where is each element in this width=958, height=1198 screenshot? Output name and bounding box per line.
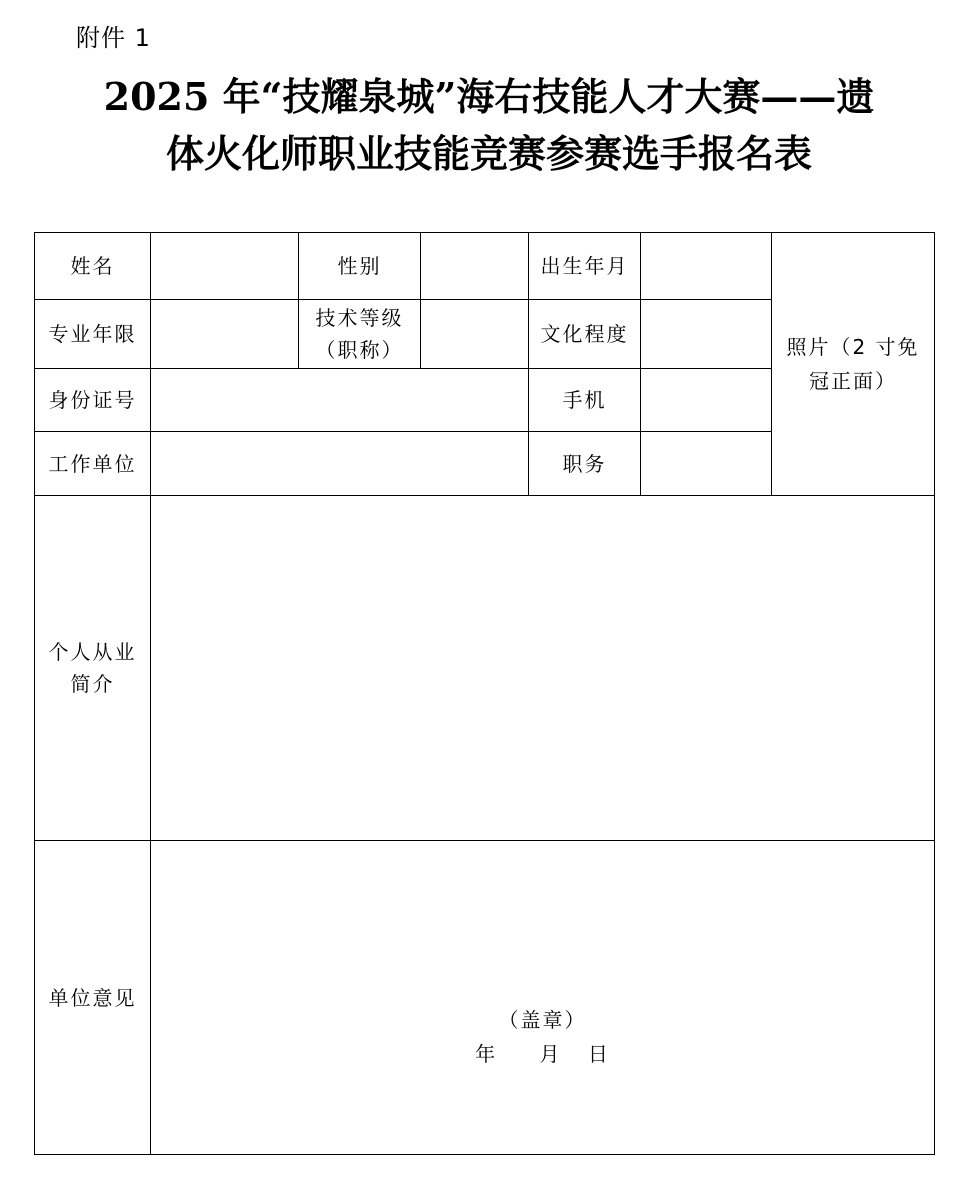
birth-label: 出生年月	[529, 233, 641, 300]
education-field[interactable]	[641, 300, 772, 369]
page-title-line-2: 体火化师职业技能竞赛参赛选手报名表	[165, 131, 812, 176]
gender-field[interactable]	[421, 233, 529, 300]
date-year: 年	[475, 1042, 498, 1066]
date-month: 月	[539, 1042, 562, 1066]
profile-label: 个人从业简介	[35, 496, 151, 841]
name-field[interactable]	[151, 233, 299, 300]
birth-field[interactable]	[641, 233, 772, 300]
skill-level-label-line-1: 技术等级	[315, 306, 404, 330]
photo-cell[interactable]	[772, 233, 935, 496]
date-line	[151, 1037, 934, 1071]
skill-level-field[interactable]	[421, 300, 529, 369]
date-day: 日	[587, 1042, 610, 1066]
education-label: 文化程度	[529, 300, 641, 369]
name-label: 姓名	[35, 233, 151, 300]
stamp-label: （盖章）	[498, 1008, 587, 1032]
employer-label: 工作单位	[35, 432, 151, 496]
skill-level-label	[299, 300, 421, 369]
id-label: 身份证号	[35, 369, 151, 432]
page-title-line-1: 2025 年“技耀泉城”海右技能人才大赛——遗	[103, 74, 875, 119]
employer-field[interactable]	[151, 432, 529, 496]
position-field[interactable]	[641, 432, 772, 496]
form-row-opinion	[35, 841, 935, 1155]
opinion-label: 单位意见	[35, 841, 151, 1155]
years-label: 专业年限	[35, 300, 151, 369]
phone-label: 手机	[529, 369, 641, 432]
profile-field[interactable]	[151, 496, 935, 841]
photo-label: 照片（2 寸免冠正面）	[786, 335, 920, 393]
attachment-label: 附件 1	[76, 24, 151, 52]
opinion-field[interactable]	[151, 841, 935, 1155]
stamp-block	[151, 1003, 934, 1071]
registration-form-table	[34, 232, 935, 1155]
position-label: 职务	[529, 432, 641, 496]
form-row-profile	[35, 496, 935, 841]
years-field[interactable]	[151, 300, 299, 369]
gender-label: 性别	[299, 233, 421, 300]
form-row-name	[35, 233, 935, 300]
id-field[interactable]	[151, 369, 529, 432]
phone-field[interactable]	[641, 369, 772, 432]
skill-level-label-line-2: （职称）	[315, 338, 404, 362]
